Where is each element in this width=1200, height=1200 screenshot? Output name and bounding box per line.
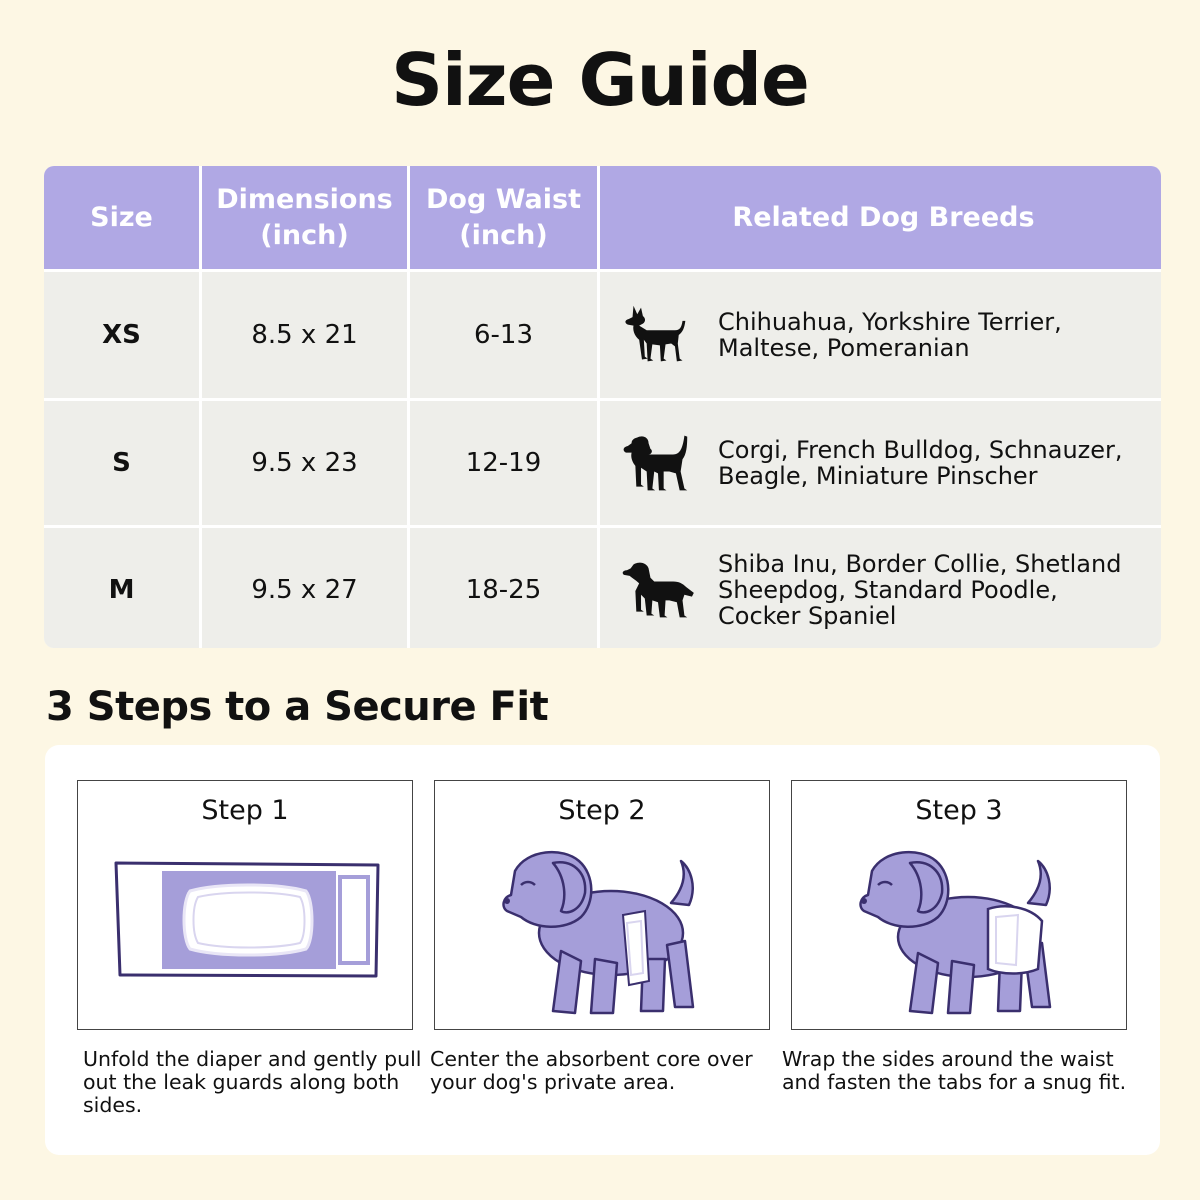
cell-waist: 18-25	[410, 528, 597, 648]
cell-waist: 12-19	[410, 401, 597, 525]
step-3-caption: Wrap the sides around the waist and fasten the tabs for a snug fit.	[782, 1047, 1127, 1094]
cell-size: S	[44, 401, 199, 525]
dog-with-diaper-pad-icon	[435, 841, 771, 1026]
header-dog-waist: Dog Waist (inch)	[410, 166, 597, 269]
step-1-card	[77, 780, 413, 1030]
cell-dimensions: 8.5 x 21	[202, 272, 407, 398]
cell-waist: 6-13	[410, 272, 597, 398]
cell-breeds	[600, 272, 1161, 398]
cell-dimensions: 9.5 x 27	[202, 528, 407, 648]
steps-title: 3 Steps to a Secure Fit	[46, 684, 549, 730]
step-label: Step 3	[915, 795, 1003, 826]
cell-size: M	[44, 528, 199, 648]
step-label: Step 2	[558, 795, 646, 826]
spaniel-silhouette-icon	[620, 557, 696, 623]
breed-list: Chihuahua, Yorkshire Terrier, Maltese, Pomeranian	[718, 308, 1062, 362]
cell-size: XS	[44, 272, 199, 398]
step-label: Step 1	[201, 795, 289, 826]
unfolded-diaper-icon	[78, 841, 414, 1026]
page-title: Size Guide	[391, 38, 809, 122]
step-2-caption: Center the absorbent core over your dog's private area.	[430, 1047, 753, 1094]
size-table	[44, 166, 1161, 648]
header-related-breeds: Related Dog Breeds	[600, 166, 1161, 269]
dog-wearing-diaper-icon	[792, 841, 1128, 1026]
steps-panel	[45, 745, 1160, 1155]
step-2-card	[434, 780, 770, 1030]
header-dimensions: Dimensions (inch)	[202, 166, 407, 269]
step-3-card	[791, 780, 1127, 1030]
chihuahua-silhouette-icon	[620, 302, 696, 368]
cell-breeds	[600, 528, 1161, 648]
cell-breeds	[600, 401, 1161, 525]
breed-list: Shiba Inu, Border Collie, Shetland Sheepdog, Standard Poodle, Cocker Spaniel	[718, 549, 1122, 630]
header-size: Size	[44, 166, 199, 269]
breed-list: Corgi, French Bulldog, Schnauzer, Beagle, Miniature Pinscher	[718, 436, 1123, 490]
cell-dimensions: 9.5 x 23	[202, 401, 407, 525]
beagle-silhouette-icon	[620, 430, 696, 496]
step-1-caption: Unfold the diaper and gently pull out the leak guards along both sides.	[83, 1047, 422, 1117]
